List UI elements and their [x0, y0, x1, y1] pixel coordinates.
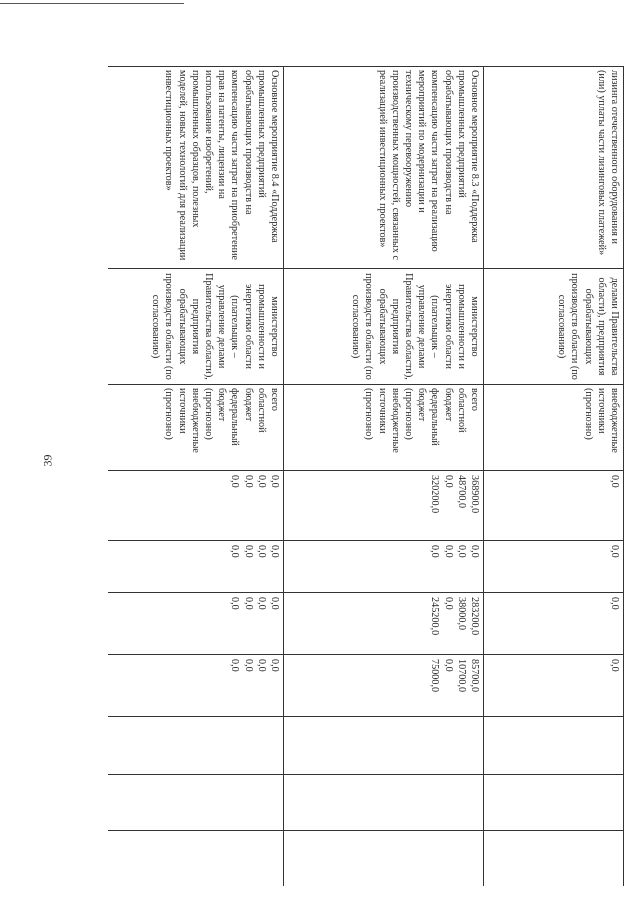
value: 0,0	[442, 659, 454, 672]
value: 0,0	[269, 475, 280, 488]
value: 0,0	[242, 475, 254, 488]
value: 0,0	[455, 545, 467, 558]
source-label: областной бюджет	[242, 388, 267, 433]
year2-cell	[284, 593, 484, 655]
value: 0,0	[255, 659, 267, 672]
empty-cell	[484, 775, 624, 831]
value: 0,0	[229, 659, 241, 672]
page-number: 39	[40, 454, 55, 467]
value: 75000,0	[429, 659, 441, 693]
value: 38000,0	[455, 597, 467, 631]
total-cell	[484, 471, 624, 541]
header-rule	[0, 3, 184, 4]
value: 0,0	[229, 597, 241, 610]
value: 0,0	[609, 475, 620, 488]
empty-cell	[108, 717, 284, 775]
table-row	[284, 67, 484, 887]
year3-cell	[484, 655, 624, 717]
executor-cell: министерство промышленности и энергетики области (плательщик – управление делами Правительства области), предприятия обрабатывающих производств области (по согласованию)	[284, 269, 484, 385]
value: 0,0	[609, 659, 620, 672]
executor-cell: делами Правительства области), предприятия обрабатывающих производств области (по согласованию)	[484, 269, 624, 385]
source-label: федеральный бюджет (прогнозно)	[202, 388, 241, 446]
source-label: внебюджетные источники (прогнозно)	[163, 388, 201, 453]
source-label: внебюджетные источники (прогнозно)	[582, 388, 620, 453]
sources-cell	[484, 385, 624, 471]
measure-cell: лизинга отечественного оборудования и (или) уплаты части лизинговых платежей»	[484, 67, 624, 269]
year2-cell	[108, 593, 284, 655]
value: 283200,0	[469, 597, 480, 636]
value: 85700,0	[469, 659, 480, 693]
rotated-table	[108, 66, 624, 886]
measure-cell: Основное мероприятие 8.3 «Поддержка промышленных предприятий обрабатывающих производств на компенсацию части затрат на реализацию мероприятий по модернизации и техническому перевооружению производственных мощностей, связанных с реализацией инвестиционных проектов»	[284, 67, 484, 269]
source-label: всего	[469, 388, 480, 411]
value: 0,0	[229, 475, 241, 488]
value: 0,0	[609, 597, 620, 610]
value: 0,0	[242, 545, 254, 558]
document-table-frame	[108, 66, 624, 886]
source-label: областной бюджет	[442, 388, 467, 433]
value: 320200,0	[429, 475, 441, 514]
value: 0,0	[242, 659, 254, 672]
value: 0,0	[255, 597, 267, 610]
empty-cell	[284, 831, 484, 887]
year1-cell	[484, 541, 624, 593]
table-row	[108, 67, 284, 887]
empty-cell	[108, 831, 284, 887]
year3-cell	[108, 655, 284, 717]
value: 0,0	[242, 597, 254, 610]
value: 0,0	[429, 545, 441, 558]
year1-cell	[284, 541, 484, 593]
table-row	[484, 67, 624, 887]
empty-cell	[284, 775, 484, 831]
budget-table	[108, 66, 624, 886]
measure-cell: Основное мероприятие 8.4 «Поддержка промышленных предприятий обрабатывающих производств на компенсацию части затрат на приобретение прав на патенты, лицензии на использование изобретений, промышленных образцов, полезных моделей, новых технологий для реализации инвестиционных проектов»	[108, 67, 284, 269]
sources-cell	[108, 385, 284, 471]
value: 0,0	[269, 659, 280, 672]
source-label: всего	[269, 388, 280, 411]
total-cell	[284, 471, 484, 541]
year2-cell	[484, 593, 624, 655]
total-cell	[108, 471, 284, 541]
sources-cell	[284, 385, 484, 471]
empty-cell	[284, 717, 484, 775]
value: 368900,0	[469, 475, 480, 514]
value: 0,0	[229, 545, 241, 558]
empty-cell	[484, 717, 624, 775]
value: 0,0	[269, 597, 280, 610]
empty-cell	[108, 775, 284, 831]
value: 0,0	[442, 475, 454, 488]
value: 0,0	[442, 597, 454, 610]
value: 48700,0	[455, 475, 467, 509]
source-label: внебюджетные источники (прогнозно)	[363, 388, 401, 453]
executor-cell: министерство промышленности и энергетики области (плательщик – управление делами Правительства области), предприятия обрабатывающих производств области (по согласованию)	[108, 269, 284, 385]
value: 0,0	[255, 545, 267, 558]
value: 0,0	[255, 475, 267, 488]
value: 10700,0	[455, 659, 467, 693]
year3-cell	[284, 655, 484, 717]
value: 0,0	[269, 545, 280, 558]
year1-cell	[108, 541, 284, 593]
source-label: федеральный бюджет (прогнозно)	[402, 388, 441, 446]
empty-cell	[484, 831, 624, 887]
value: 245200,0	[429, 597, 441, 636]
value: 0,0	[469, 545, 480, 558]
value: 0,0	[442, 545, 454, 558]
value: 0,0	[609, 545, 620, 558]
